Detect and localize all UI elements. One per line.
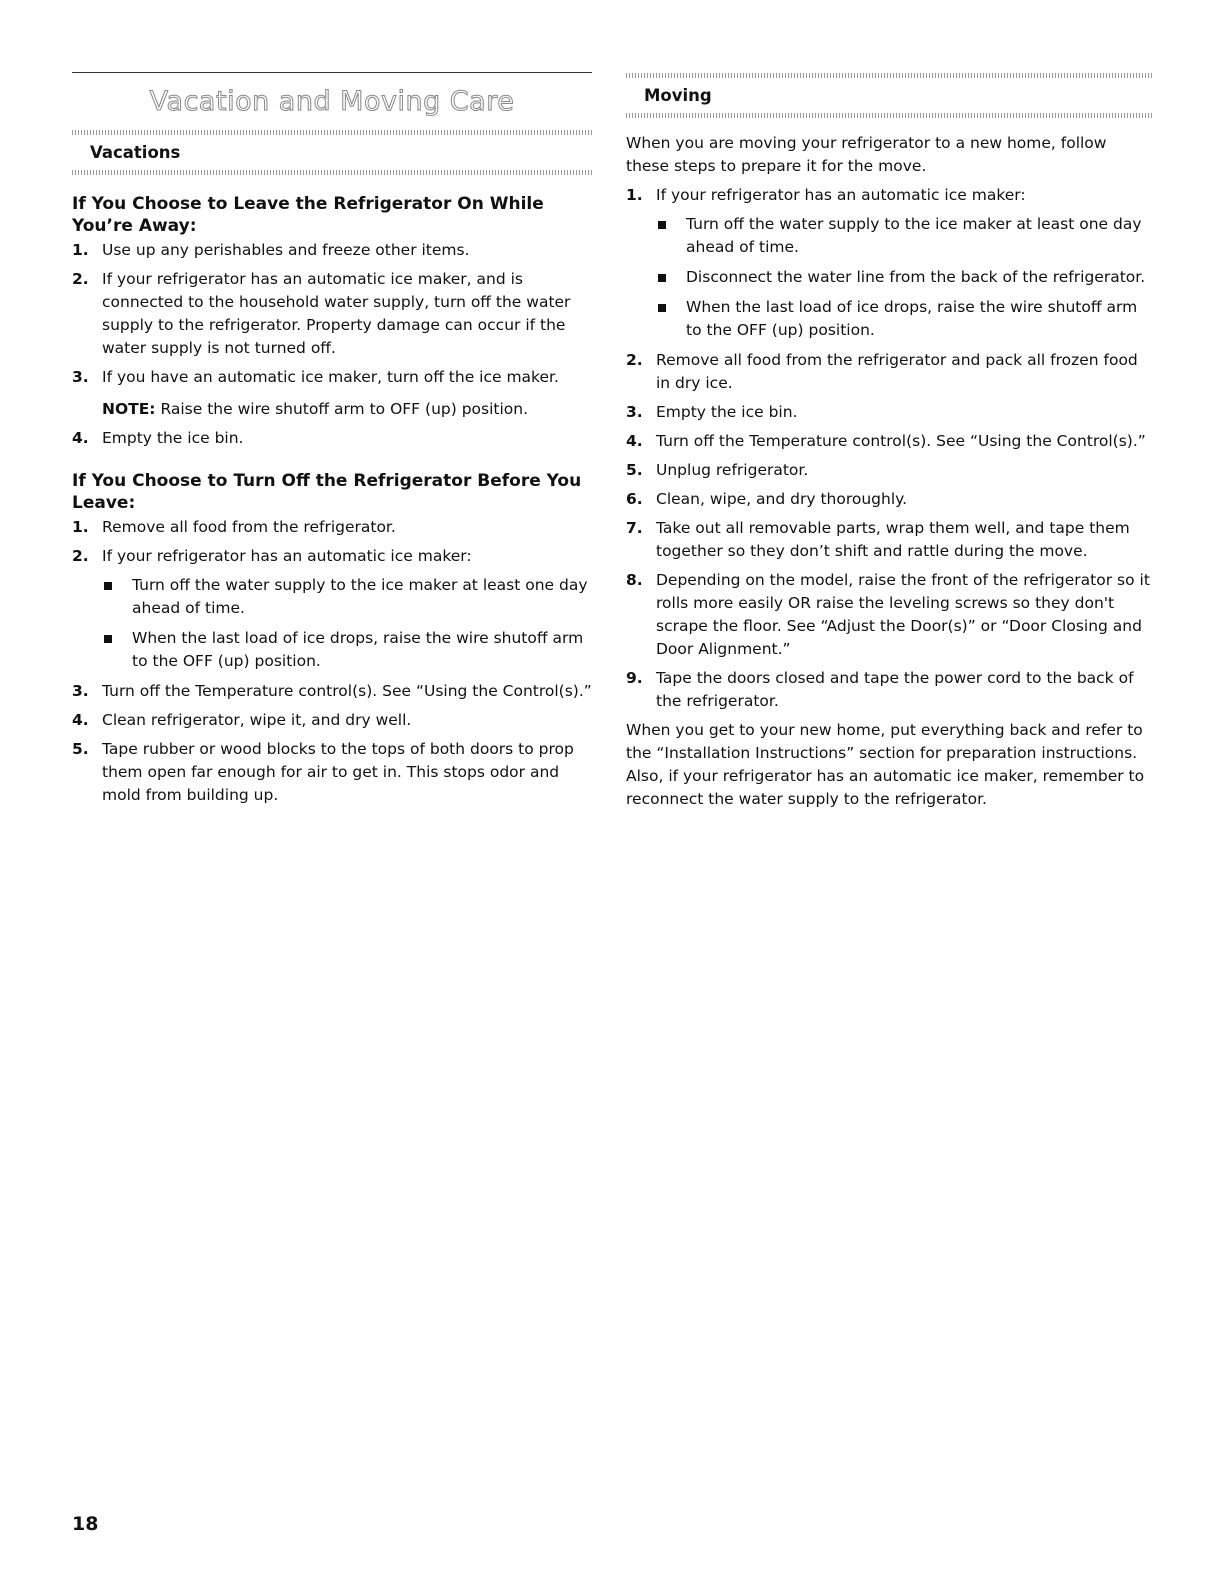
step-text: Remove all food from the refrigerator. [102, 518, 396, 536]
list-item [626, 401, 1152, 424]
bullet-text: When the last load of ice drops, raise the wire shutoff arm to the OFF (up) position. [132, 629, 584, 670]
step-text: Tape rubber or wood blocks to the tops of both doors to prop them open far enough for air to get in. This stops odor and mold from building up. [102, 740, 574, 804]
note-label: NOTE: [102, 400, 156, 418]
list-item [626, 569, 1152, 661]
bullet-item [102, 627, 592, 673]
step-number: 4. [72, 711, 89, 729]
page-number: 18 [72, 1513, 99, 1535]
step-number: 2. [72, 547, 89, 565]
bullet-square-icon [658, 304, 666, 312]
step-text: If your refrigerator has an automatic ice maker, and is connected to the household water supply, turn off the water supply to the refrigerator. Property damage can occur if the water supply is not turned off. [102, 270, 571, 357]
bullet-text: Turn off the water supply to the ice maker at least one day ahead of time. [132, 576, 588, 617]
step-text: Take out all removable parts, wrap them well, and tape them together so they don’t shift and rattle during the move. [656, 519, 1130, 560]
list-item [72, 516, 592, 539]
right-column [626, 73, 1152, 817]
step-number: 4. [626, 432, 643, 450]
bullet-list [656, 213, 1152, 342]
bullet-item [102, 574, 592, 620]
list-item [626, 430, 1152, 453]
step-text: Clean, wipe, and dry thoroughly. [656, 490, 908, 508]
list-item [72, 427, 592, 450]
moving-intro: When you are moving your refrigerator to a new home, follow these steps to prepare it for the move. [626, 134, 1107, 175]
step-text: If you have an automatic ice maker, turn off the ice maker. [102, 368, 559, 386]
list-item [72, 268, 592, 360]
left-column [72, 130, 592, 813]
bullet-square-icon [104, 582, 112, 590]
list-item [626, 349, 1152, 395]
turn-off-steps [72, 516, 592, 807]
step-text: Tape the doors closed and tape the power cord to the back of the refrigerator. [656, 669, 1134, 710]
step-number: 1. [72, 241, 89, 259]
moving-steps [626, 184, 1152, 713]
step-number: 9. [626, 669, 643, 687]
turn-off-heading: If You Choose to Turn Off the Refrigerator Before You Leave: [72, 471, 582, 513]
step-text: If your refrigerator has an automatic ice maker: [102, 547, 472, 565]
step-number: 2. [72, 270, 89, 288]
bullet-text: When the last load of ice drops, raise the wire shutoff arm to the OFF (up) position. [686, 298, 1138, 339]
bullet-item [656, 296, 1152, 342]
step-text: Empty the ice bin. [102, 429, 244, 447]
bullet-square-icon [104, 635, 112, 643]
leave-on-steps [72, 239, 592, 450]
top-rule [72, 72, 592, 73]
step-number: 3. [72, 682, 89, 700]
step-number: 6. [626, 490, 643, 508]
step-number: 3. [626, 403, 643, 421]
list-item [72, 239, 592, 262]
list-item [72, 366, 592, 421]
step-number: 5. [626, 461, 643, 479]
bullet-square-icon [658, 221, 666, 229]
list-item [626, 667, 1152, 713]
list-item [626, 459, 1152, 482]
step-text: Clean refrigerator, wipe it, and dry well. [102, 711, 412, 729]
bullet-text: Turn off the water supply to the ice maker at least one day ahead of time. [686, 215, 1142, 256]
step-number: 3. [72, 368, 89, 386]
list-item [72, 680, 592, 703]
list-item [626, 488, 1152, 511]
list-item [72, 738, 592, 807]
bullet-item [656, 213, 1152, 259]
list-item [72, 545, 592, 673]
leave-on-heading: If You Choose to Leave the Refrigerator On While You’re Away: [72, 194, 544, 236]
note [102, 398, 592, 421]
step-text: Unplug refrigerator. [656, 461, 809, 479]
vacations-heading: Vacations [90, 143, 181, 162]
list-item [626, 184, 1152, 342]
bullet-list [102, 574, 592, 673]
step-text: Turn off the Temperature control(s). See “Using the Control(s).” [656, 432, 1146, 450]
note-text: Raise the wire shutoff arm to OFF (up) position. [160, 400, 529, 418]
step-number: 4. [72, 429, 89, 447]
bullet-item [656, 266, 1152, 289]
step-number: 5. [72, 740, 89, 758]
list-item [626, 517, 1152, 563]
page-title: Vacation and Moving Care [149, 86, 515, 117]
step-number: 1. [72, 518, 89, 536]
step-number: 2. [626, 351, 643, 369]
step-text: Depending on the model, raise the front of the refrigerator so it rolls more easily OR raise the leveling screws so they don't scrape the floor. See “Adjust the Door(s)” or “Door Closing and Door Alignment.” [656, 571, 1150, 658]
moving-closing: When you get to your new home, put everything back and refer to the “Installation Instructions” section for preparation instructions. Also, if your refrigerator has an automatic ice maker, remember to reconnect the water supply to the refrigerator. [626, 721, 1145, 808]
bullet-text: Disconnect the water line from the back of the refrigerator. [686, 268, 1146, 286]
step-text: If your refrigerator has an automatic ice maker: [656, 186, 1026, 204]
moving-heading: Moving [644, 86, 712, 105]
step-number: 7. [626, 519, 643, 537]
list-item [72, 709, 592, 732]
step-text: Use up any perishables and freeze other items. [102, 241, 470, 259]
step-number: 1. [626, 186, 643, 204]
step-text: Remove all food from the refrigerator and pack all frozen food in dry ice. [656, 351, 1138, 392]
step-number: 8. [626, 571, 643, 589]
step-text: Turn off the Temperature control(s). See “Using the Control(s).” [102, 682, 592, 700]
step-text: Empty the ice bin. [656, 403, 798, 421]
bullet-square-icon [658, 274, 666, 282]
